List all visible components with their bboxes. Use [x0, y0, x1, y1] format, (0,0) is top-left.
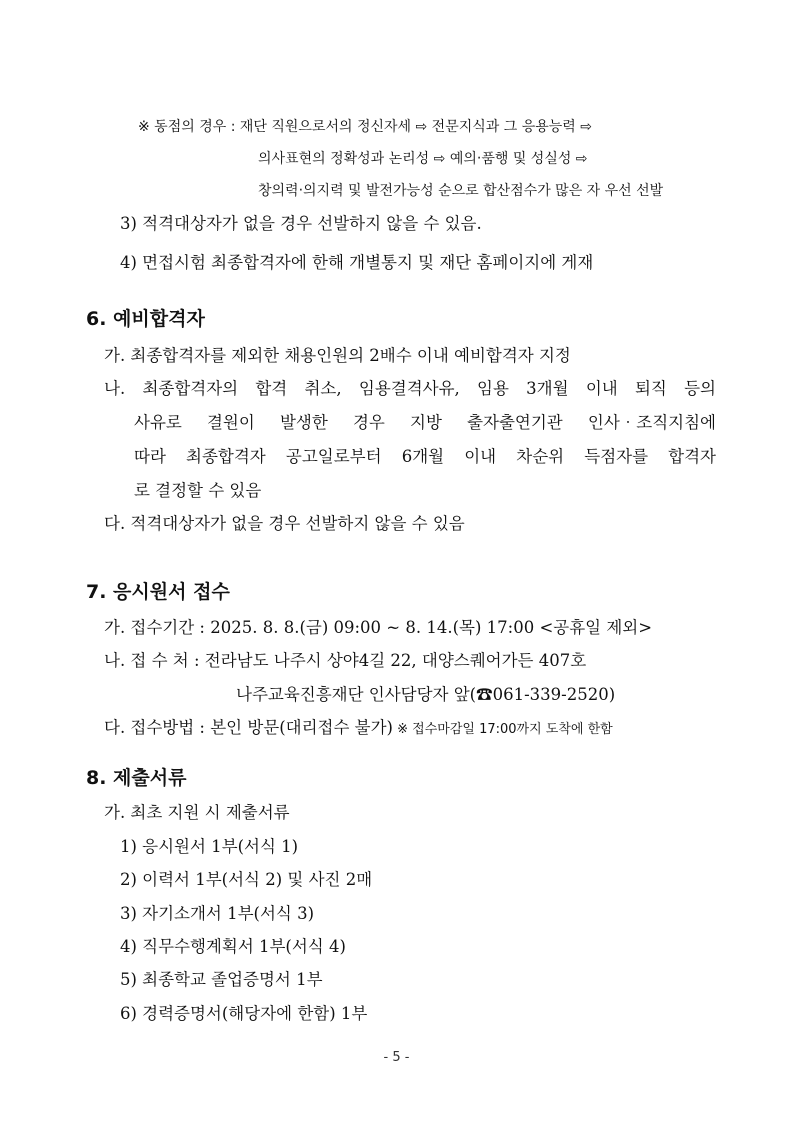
section-8-item-5: 5) 최종학교 졸업증명서 1부 [120, 970, 323, 989]
interview-item-3: 3) 적격대상자가 없을 경우 선발하지 않을 수 있음. [120, 214, 482, 233]
section-6-item-na-line-2: 사유로 결원이 발생한 경우 지방 출자출연기관 인사‧조직지침에 [134, 413, 716, 432]
section-8-item-1: 1) 응시원서 1부(서식 1) [120, 837, 299, 856]
section-8-item-4: 4) 직무수행계획서 1부(서식 4) [120, 937, 346, 956]
section-6-item-na-line-1: 나. 최종합격자의 합격 취소, 임용결격사유, 임용 3개월 이내 퇴직 등의 [104, 379, 716, 398]
section-7-method-note: ※ 접수마감일 17:00까지 도착에 한함 [393, 722, 613, 737]
page-number: - 5 - [383, 1050, 410, 1065]
section-6-item-na-line-4: 로 결정할 수 있음 [134, 481, 262, 500]
tiebreak-line-3: 창의력‧의지력 및 발전가능성 순으로 합산점수가 많은 자 우선 선발 [258, 183, 664, 199]
section-6-item-da: 다. 적격대상자가 없을 경우 선발하지 않을 수 있음 [104, 514, 465, 533]
section-7-place-line-1: 나. 접 수 처 : 전라남도 나주시 상야4길 22, 대양스퀘어가든 407호 [104, 651, 587, 670]
section-8-item-2: 2) 이력서 1부(서식 2) 및 사진 2매 [120, 870, 373, 889]
section-7-period: 가. 접수기간 : 2025. 8. 8.(금) 09:00 ~ 8. 14.(목) 17:00 <공휴일 제외> [104, 618, 653, 637]
tiebreak-line-2: 의사표현의 정확성과 논리성 ⇨ 예의‧품행 및 성실성 ⇨ [258, 151, 588, 167]
section-7-place-line-2: 나주교육진흥재단 인사담당자 앞(☎061-339-2520) [236, 685, 616, 704]
section-8-heading: 8. 제출서류 [86, 767, 187, 789]
section-6-heading: 6. 예비합격자 [86, 308, 205, 330]
section-6-item-na-line-3: 따라 최종합격자 공고일로부터 6개월 이내 차순위 득점자를 합격자 [134, 447, 716, 466]
section-8-item-3: 3) 자기소개서 1부(서식 3) [120, 904, 315, 923]
tiebreak-line-1: ※ 동점의 경우 : 재단 직원으로서의 정신자세 ⇨ 전문지식과 그 응용능력 ⇨ [138, 119, 593, 135]
section-8-item-6: 6) 경력증명서(해당자에 한함) 1부 [120, 1004, 368, 1023]
section-7-method [104, 717, 613, 741]
interview-item-4: 4) 면접시험 최종합격자에 한해 개별통지 및 재단 홈페이지에 게재 [120, 253, 594, 272]
section-8-subtitle: 가. 최초 지원 시 제출서류 [104, 803, 290, 822]
section-7-heading: 7. 응시원서 접수 [86, 581, 230, 603]
section-7-method-main: 다. 접수방법 : 본인 방문(대리접수 불가) [104, 718, 393, 737]
section-6-item-ga: 가. 최종합격자를 제외한 채용인원의 2배수 이내 예비합격자 지정 [104, 346, 571, 365]
